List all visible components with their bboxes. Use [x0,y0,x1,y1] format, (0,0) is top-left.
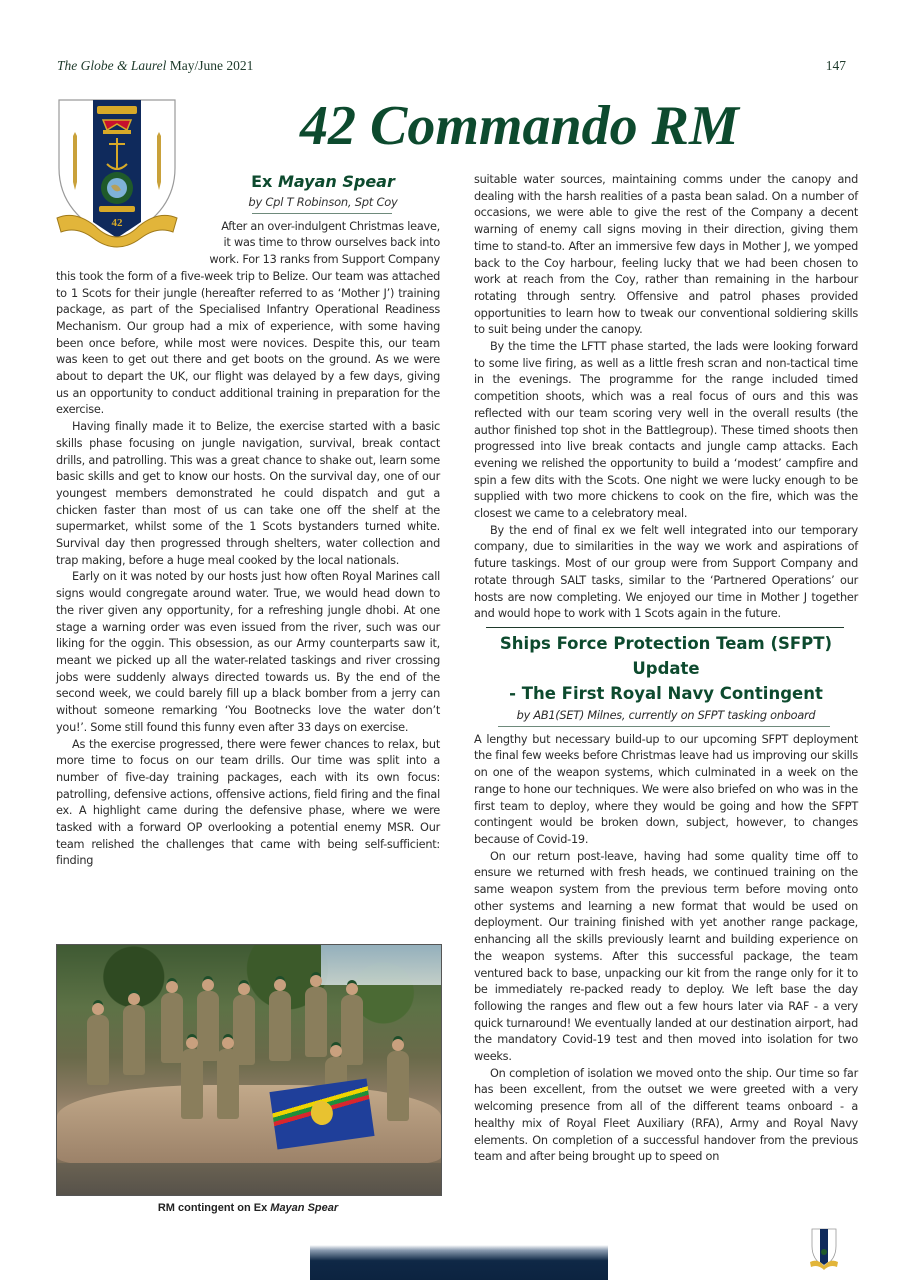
footer-navy-band [310,1245,608,1280]
small-crest-icon [810,1228,838,1270]
paragraph: On our return post-leave, having had some quality time off to ensure we returned with fresh heads, we continued training on the same weapon system from the previous term before moving onto other systems and learning a new format that would be used on deployment. Our training finished with yet another range package, enhancing all the skills previously learnt and building experience on the weapon systems. After this successful package, the team ventured back to base, unpacking our kit from the range only for it to be immediately re-packed ready to deploy. We left base the day following the ranges and flew out a few hours later via RAF - a very quick turnaround! We eventually landed at our destination airport, had the mandatory Covid-19 test and then moved into isolation for two weeks. [474,849,858,1064]
running-head [57,58,846,76]
soldier-figure [217,1049,239,1119]
caption-italic: Mayan Spear [270,1202,339,1214]
section-title [474,631,858,706]
right-column [474,172,858,1166]
paragraph: As the exercise progressed, there were fewer chances to relax, but more time to focus on our team drills. Our time was split into a number of five-day training packages, each with its own focus: patrolling, defensive actions, offensive actions, field firing and the final ex. A highlight came during the defensive phase, where we were tasked with a forward OP overlooking a potential enemy MSR. Our team relished the challenges that came with being self-sufficient: finding [56,737,440,868]
paragraph: this took the form of a five-week trip to Belize. Our team was attached to 1 Scots for their jungle (hereafter referred to as ‘Mother J’) training package, as part of the Specialised Infantry Operational Readiness Mechanism. Our group had a mix of experience, with some having been once before, while most were novices. Despite this, our team was keen to get out there and get boots on the ground. As we were about to depart the UK, our flight was delayed by a few days, giving us an opportunity to conduct additional training in preparation for the exercise. [56,269,440,417]
paragraph: On completion of isolation we moved onto the ship. Our time so far has been excellent, from the outset we were greeted with a very welcoming presence from all of the different teams onboard - a healthy mix of Royal Fleet Auxiliary (RFA), Army and Royal Navy elements. On completion of a successful handover from the previous team and after being brought up to speed on [474,1066,858,1164]
paragraph: By the time the LFTT phase started, the lads were looking forward to some live firing, as well as a little fresh scran and non-tactical time in the evenings. The programme for the range included timed competition shoots, which was a real focus of ours and this was reflected with our team scoring very well in the overall results (the author finished top shot in the Battlegroup). These timed shoots then progressed into live break contacts and jungle camp attacks. Each evening we relished the opportunity to build a ‘modest’ campfire and spin a few dits with the Scots. One night we were lucky enough to be supplied with two more chickens to cook on the fire, which was the closest we came to a celebratory meal. [474,340,858,521]
page-title: 42 Commando RM [300,95,739,157]
svg-text:42: 42 [111,217,123,229]
photo-rock [57,1085,441,1165]
section-divider [486,627,844,628]
left-column [56,172,440,870]
intro-wrap-line-1: After an over-indulgent Christmas leave, [221,219,440,233]
byline-rule [252,213,392,214]
caption-prefix: RM contingent on Ex [157,1202,271,1214]
article-byline: by Cpl T Robinson, Spt Coy [248,195,398,209]
article-title [206,172,440,192]
soldier-figure [181,1049,203,1119]
soldier-figure [161,993,183,1063]
paragraph: A lengthy but necessary build-up to our upcoming SFPT deployment the final few weeks before Christmas leave had us improving our skills on one of the weapon systems, which culminated in a week on the range to hone our techniques. We were also briefed on who was in the first team to deploy, where they would be going and how the SFPT contingent would be broken down, subject, however, to changes because of Covid-19. [474,732,858,846]
section-byline: by AB1(SET) Milnes, currently on SFPT tasking onboard [516,708,816,722]
soldier-figure [387,1051,409,1121]
magazine-name: The Globe & Laurel [57,58,167,73]
paragraph: Having finally made it to Belize, the exercise started with a basic skills phase focusing on jungle navigation, survival, break contact drills, and patrolling. This was a great chance to shake out, learn some basic skills and get to know our hosts. On the survival day, one of our youngest members demonstrated he could dispatch and gut a chicken faster than most of us can take one off the shelf at the supermarket, whilst some of the 1 Scots bystanders turned white. Survival day then progressed through shelters, water collection and trap making, before a huge meal cooked by the local nationals. [56,420,440,567]
photo-sky [321,945,441,985]
soldier-figure [123,1005,145,1075]
soldier-figure [341,995,363,1065]
soldier-figure [305,987,327,1057]
article-title-italic: Mayan Spear [277,172,395,191]
section-title-line-1: Ships Force Protection Team (SFPT) Update [499,633,833,678]
soldier-figure [269,991,291,1061]
group-photo [56,944,442,1196]
paragraph: suitable water sources, maintaining comms under the canopy and dealing with the harsh realities of a pasta bean salad. On a number of occasions, we were able to give the rest of the Company a decent warning of enemy call signs moving in their direction, giving them time to stand-to. After an immersive few days in Mother J, we yomped back to the Coy harbour, feeling lucky that we had been chosen to work at reach from the Coy, rather than remaining in the harbour rotating through sentry. Offensive and patrol phases provided opportunities to learn how to tweak our conventional soldiering skills to suit being under the canopy. [474,173,858,337]
page-number: 147 [825,58,846,73]
intro-wrap-line-3: work. For 13 ranks from Support Company [209,253,440,267]
intro-wrap-line-2: it was time to throw ourselves back into [223,236,440,250]
byline-rule [498,726,830,727]
section-title-line-2: - The First Royal Navy Contingent [509,683,823,703]
paragraph: Early on it was noted by our hosts just how often Royal Marines call signs would congregate around water. True, we would head down to the river given any opportunity, for a refreshing jungle dhobi. At one stage a warning order was even issued from the river, such was our liking for the oggin. This obsession, as our Army counterparts saw it, meant we picked up all the water-related taskings and river crossing jobs were suddenly always directed towards us. By the end of the second week, we could barely fill up a black bomber from a jerry can without someone remarking ‘You Bootnecks love the water don’t you!’. Some still found this funny even after 33 days on exercise. [56,570,440,734]
photo-caption [56,1202,440,1214]
issue-date: May/June 2021 [169,58,254,73]
article-title-prefix: Ex [251,172,278,191]
soldier-figure [87,1015,109,1085]
paragraph: By the end of final ex we felt well integrated into our temporary company, due to similarities in the way we work and aspirations of future taskings. Most of our group were from Support Company and rotate through SALT tasks, similar to the ‘Partnered Operations’ our hosts are now completing. We enjoyed our time in Mother J together and would hope to work with 1 Scots again in the future. [474,523,858,621]
photo-water [57,1163,441,1195]
